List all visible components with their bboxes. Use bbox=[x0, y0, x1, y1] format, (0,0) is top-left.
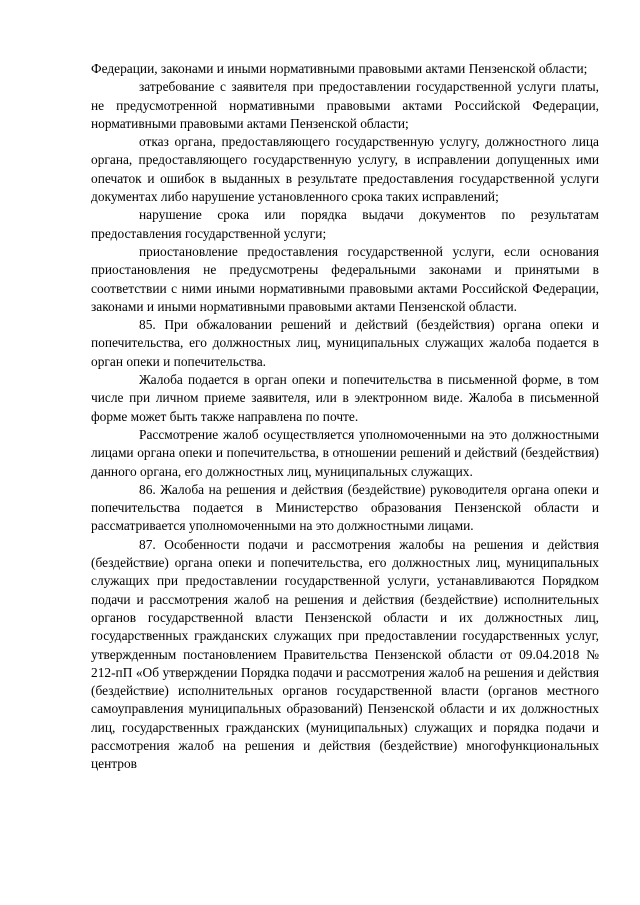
paragraph-complaint-review: Рассмотрение жалоб осуществляется уполномоченными на это должностными лицами органа опеки и попечительства, в отношении решений и действий (бездействия) данного органа, его должностных лиц, муниципальных служащих. bbox=[91, 426, 599, 479]
paragraph-86: 86. Жалоба на решения и действия (бездействие) руководителя органа опеки и попечительства подается в Министерство образования Пензенской области и рассматривается уполномоченными на это должностными лицами. bbox=[91, 481, 599, 534]
paragraph-complaint-form: Жалоба подается в орган опеки и попечительства в письменной форме, в том числе при личном приеме заявителя, или в электронном виде. Жалоба в письменной форме может быть также направлена по почте. bbox=[91, 372, 599, 424]
paragraph-delivery-violation: нарушение срока или порядка выдачи документов по результатам предоставления государственной услуги; bbox=[91, 207, 599, 241]
document-body bbox=[91, 60, 599, 774]
paragraph-refusal-correction: отказ органа, предоставляющего государственную услугу, должностного лица органа, предоставляющего государственную услугу, в исправлении допущенных ими опечаток и ошибок в выданных в результате предоставления государственной услуги документах либо нарушение установленного срока таких исправлений; bbox=[91, 134, 599, 205]
paragraph-suspension: приостановление предоставления государственной услуги, если основания приостановления не предусмотрены федеральными законами и принятыми в соответствии с ними иными нормативными правовыми актами Российской Федерации, законами и иными нормативными правовыми актами Пензенской области. bbox=[91, 243, 599, 314]
paragraph-85: 85. При обжаловании решений и действий (бездействия) органа опеки и попечительства, его должностных лиц, муниципальных служащих жалоба подается в орган опеки и попечительства. bbox=[91, 317, 599, 369]
paragraph-87: 87. Особенности подачи и рассмотрения жалобы на решения и действия (бездействие) органа опеки и попечительства, его должностных лиц, муниципальных служащих при предоставлении государственной услуги, устанавливаются Порядком подачи и рассмотрения жалоб на решения и действия (бездействие) исполнительных органов государственной власти Пензенской области и их должностных лиц, государственных гражданских служащих при предоставлении государственных услуг, утвержденным постановлением Правительства Пензенской области от 09.04.2018 № 212-пП «Об утверждении Порядка подачи и рассмотрения жалоб на решения и действия (бездействие) исполнительных органов государственной власти (органов местного самоуправления муниципальных образований) Пензенской области и их должностных лиц, государственных гражданских (муниципальных) служащих и порядка подачи и рассмотрения жалоб на решения и действия (бездействие) многофункциональных центров bbox=[91, 536, 599, 772]
paragraph-fee-requirement: затребование с заявителя при предоставлении государственной услуги платы, не предусмотренной нормативными правовыми актами Российской Федерации, нормативными правовыми актами Пензенской области; bbox=[91, 79, 599, 131]
paragraph-continuation: Федерации, законами и иными нормативными правовыми актами Пензенской области; bbox=[91, 61, 588, 76]
